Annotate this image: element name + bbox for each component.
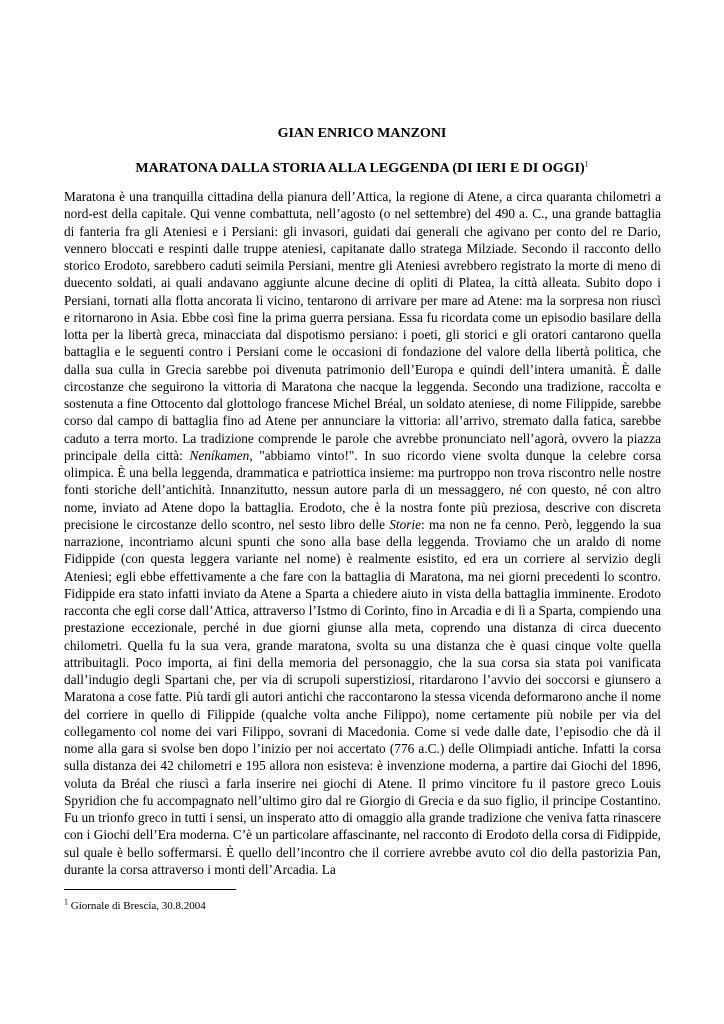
footnote-number: 1 bbox=[64, 897, 68, 907]
title-text: MARATONA DALLA STORIA ALLA LEGGENDA (DI IERI E DI OGGI) bbox=[135, 161, 585, 176]
footnote bbox=[64, 899, 661, 913]
footnote-reference[interactable]: 1 bbox=[584, 159, 589, 169]
body-italic-nenikamen: Neníkamen bbox=[189, 447, 250, 463]
footnote-divider bbox=[64, 889, 236, 890]
author-name: GIAN ENRICO MANZONI bbox=[277, 126, 447, 141]
page-title bbox=[64, 160, 660, 178]
body-italic-storie: Storie bbox=[389, 516, 422, 532]
footnote-text: Giornale di Brescia, 30.8.2004 bbox=[68, 900, 206, 912]
body-text-2: , "abbiamo vinto!". In suo ricordo viene svolta dunque la celebre corsa olimpica. È una bella leggenda, drammatica e patriottica insieme: ma purtroppo non trova riscontro nelle nostre fonti storiche dell’antichità. Innanzitutto, nessun autore parla di un messaggero, né con questo, né con altro nome, inviato ad Atene dopo la battaglia. Erodoto, che è la nostra fonte più preziosa, descrive con discreta precisione le circostanze dello scontro, nel sesto libro delle bbox=[64, 447, 661, 532]
article-body bbox=[64, 188, 661, 878]
body-text-1: Maratona è una tranquilla cittadina della pianura dell’Attica, la regione di Atene, a circa quaranta chilometri a nord-est della capitale. Qui venne combattuta, nell’agosto (o nel settembre) del 490 a. C., una grande battaglia di fanteria fra gli Ateniesi e i Persiani: gli invasori, guidati dai generali che agivano per conto del re Dario, vennero bloccati e respinti dalle truppe ateniesi, capitanate dallo stratega Milziade. Secondo il racconto dello storico Erodoto, sarebbero caduti seimila Persiani, mentre gli Ateniesi avrebbero registrato la morte di meno di duecento soldati, ai quali andavano aggiunte alcune decine di opliti di Platea, la città alleata. Subito dopo i Persiani, tornati alla flotta ancorata lì vicino, tentarono di arrivare per mare ad Atene: ma la sorpresa non riuscì e ritornarono in Asia. Ebbe così fine la prima guerra persiana. Essa fu ricordata come un episodio basilare della lotta per la libertà greca, minacciata dal dispotismo persiano: i poeti, gli storici e gli oratori cantarono quella battaglia e le seguenti contro i Persiani come le occasioni di fondazione del valore della libertà politica, che dalla sua culla in Grecia sarebbe poi divenuta patrimonio dell’Europa e quindi dell’intera umanità. È dalle circostanze che seguirono la vittoria di Maratona che nacque la leggenda. Secondo una tradizione, raccolta e sostenuta a fine Ottocento dal glottologo francese Michel Bréal, un soldato ateniese, di nome Filippide, sarebbe corso dal campo di battaglia fino ad Atene per annunciare la vittoria: all’arrivo, stremato dalla fatica, sarebbe caduto a terra morto. La tradizione comprende le parole che avrebbe pronunciato nell’agorà, ovvero la piazza principale della città: bbox=[64, 189, 661, 463]
body-text-3: : ma non ne fa cenno. Però, leggendo la sua narrazione, incontriamo alcuni spunti che sono alla base della leggenda. Troviamo che un araldo di nome Fidippide (con questa leggera variante nel nome) è realmente esistito, ed era un corriere al servizio degli Ateniesi; egli ebbe effettivamente a che fare con la battaglia di Maratona, ma nei giorni precedenti lo scontro. Fidippide era stato infatti inviato da Atene a Sparta a chiedere aiuto in vista della battaglia imminente. Erodoto racconta che egli corse dall’Attica, attraverso l’Istmo di Corinto, fino in Arcadia e di lì a Sparta, compiendo una prestazione eccezionale, perché in due giorni giunse alla meta, coprendo una distanza di circa duecento chilometri. Quella fu la sua vera, grande maratona, svolta su una distanza che è quasi cinque volte quella attribuitagli. Poco importa, ai fini della memoria del personaggio, che la sua corsa sia stata poi vanificata dall’indugio degli Spartani che, per via di scrupoli superstiziosi, ritardarono l’avvio dei soccorsi e giunsero a Maratona a cose fatte. Più tardi gli autori antichi che raccontarono la stessa vicenda deformarono anche il nome del corriere in quello di Filippide (qualche volta anche Filippo), nome certamente più nobile per via del collegamento col nome dei vari Filippo, sovrani di Macedonia. Come si vede dalle date, l’episodio che dà il nome alla gara si svolse ben dopo l’inizio per noi accertato (776 a.C.) delle Olimpiadi antiche. Infatti la corsa sulla distanza dei 42 chilometri e 195 allora non esisteva: è invenzione moderna, a partire dai Giochi del 1896, voluta da Bréal che riuscì a farla inserire nei giochi di Atene. Il primo vincitore fu il pastore greco Louis Spyridion che fu accompagnato nell’ultimo giro dal re Giorgio di Grecia e da suo figlio, il principe Costantino. Fu un trionfo greco in tutti i sensi, un insperato atto di omaggio alla grande tradizione che veniva fatta rinascere con i Giochi dell’Era moderna. C’è un particolare affascinante, nel racconto di Erodoto della corsa di Fidippide, sul quale è bello soffermarsi. È quello dell’incontro che il corriere avrebbe avuto col dio della pastorizia Pan, durante la corsa attraverso i monti dell’Arcadia. La bbox=[64, 516, 661, 877]
